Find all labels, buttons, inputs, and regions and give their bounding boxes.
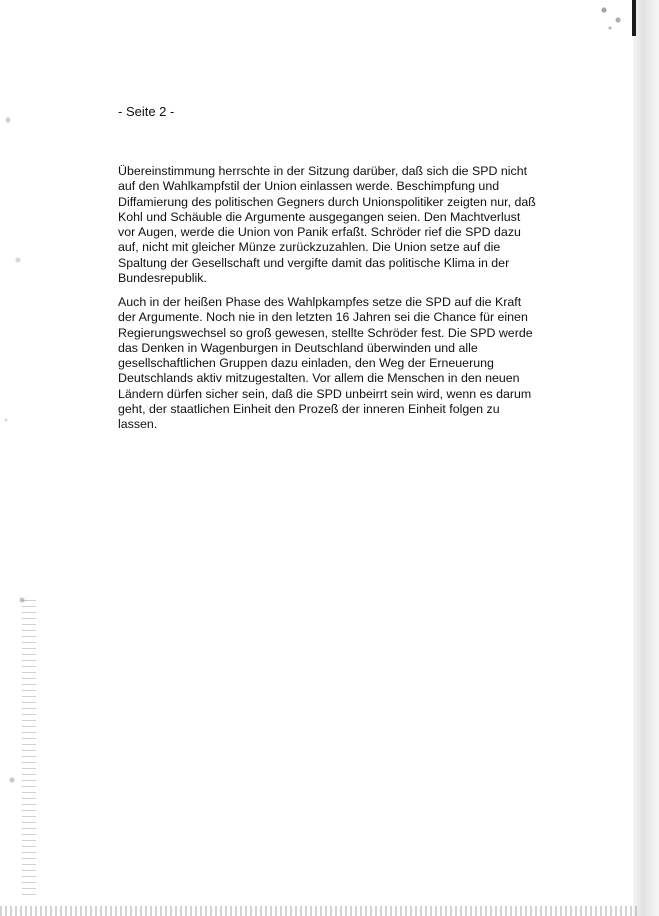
text-line: auf den Wahlkampfstil der Union einlassen werde. Beschimpfung und (118, 179, 500, 194)
text-line: Ländern dürfen sicher sein, daß die SPD unbeirrt sein wird, wenn es darum (118, 386, 532, 401)
text-line: geht, der staatlichen Einheit den Prozeß der inneren Einheit folgen zu (118, 402, 500, 417)
paragraph-1 (118, 164, 548, 286)
text-line: gesellschaftlichen Gruppen dazu einladen, den Weg der Erneuerung (118, 356, 494, 371)
text-line: auf, nicht mit gleicher Münze zurückzuzahlen. Die Union setze auf die (118, 240, 501, 255)
text-line: Regierungswechsel so groß gewesen, stellte Schröder fest. Die SPD werde (118, 325, 533, 340)
text-line: Spaltung der Gesellschaft und vergifte damit das politische Klima in der (118, 255, 510, 270)
scan-edge-right (633, 0, 659, 916)
text-line: Bundesrepublik. (118, 271, 207, 286)
scan-edge-bottom (0, 906, 640, 916)
text-line: Auch in der heißen Phase des Wahlpkampfes setze die SPD auf die Kraft (118, 295, 522, 309)
text-line: Übereinstimmung herrschte in der Sitzung darüber, daß sich die SPD nicht (118, 164, 528, 178)
text-line: der Argumente. Noch nie in den letzten 16 Jahren sei die Chance für einen (118, 310, 528, 325)
text-line: vor Augen, werde die Union von Panik erfaßt. Schröder rief die SPD dazu (118, 225, 521, 240)
text-line: lassen. (118, 417, 158, 432)
page-number: - Seite 2 - (118, 104, 175, 119)
text-line: Diffamierung des politischen Gegners durch Unionspolitiker zeigten nur, daß (118, 194, 536, 209)
text-line: das Denken in Wagenburgen in Deutschland überwinden und alle (118, 340, 478, 355)
paragraph-2 (118, 295, 548, 433)
text-line: Kohl und Schäuble die Argumente ausgegangen seien. Den Machtverlust (118, 209, 521, 224)
text-line: Deutschlands aktiv mitzugestalten. Vor allem die Menschen in den neuen (118, 371, 520, 386)
scan-edge-bar (632, 0, 636, 36)
scan-corner-marks (594, 0, 630, 34)
scan-edge-left (0, 0, 42, 916)
